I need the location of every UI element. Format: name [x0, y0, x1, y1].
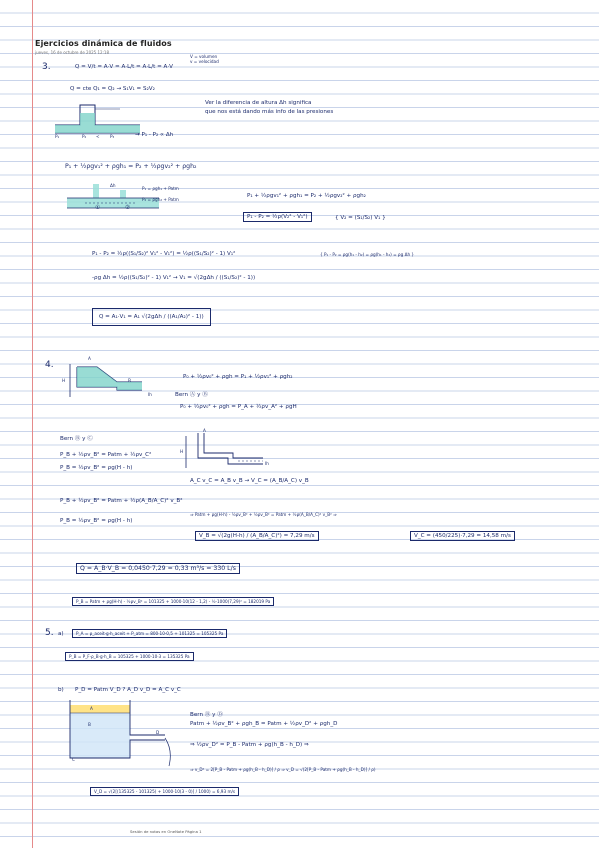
p4-bern-ab-eq: P₀ + ½ρv₀² + ρgh = P_A + ½ρv_A² + ρgH — [180, 404, 297, 410]
p3-sketch-label-lt: < — [96, 134, 100, 139]
p4-vc-result: V_C = (450/225)·7,29 = 14,58 m/s — [410, 531, 515, 541]
legend-volume: V = volumen — [190, 54, 218, 59]
p3-continuity: Q = cte Q₁ = Q₂ → S₁V₁ = S₂V₂ — [70, 86, 155, 92]
p4-bern-ab: Bern Ⓐ y Ⓑ — [175, 392, 208, 398]
p4-solve: ⇒ Patm + ρg(H-h) - ½ρv_B² + ½ρv_B² = Patm + ½ρ(A_B/A_C)² v_B² ⇒ — [190, 512, 337, 517]
p3-sketch-label-p2: P₂ — [82, 134, 87, 139]
p3-pressure-1: P₁ = ρgh₁ + Patm — [142, 186, 179, 191]
page-title: Ejercicios dinámica de fluidos — [35, 39, 172, 48]
p4-tank-sketch — [62, 352, 172, 402]
p4-sketch-h: H — [62, 378, 66, 383]
p3-continuity-relation: { V₂ = (S₁/S₂) V₁ } — [335, 215, 386, 221]
p5-eq1: Patm + ½ρv_B² + ρgh_B = Patm + ½ρv_D² + ρgh_D — [190, 721, 338, 727]
p3-pressure-2: P₂ = ρgh₂ + Patm — [142, 197, 179, 202]
p4-tank-sketch-2 — [178, 428, 288, 473]
p4-flow-result: Q = A_B·V_B = 0,0450·7,29 = 0,33 m³/s = 330 L/s — [76, 563, 240, 574]
p5-part-b-label: b) — [58, 687, 64, 693]
p4-sketch2-h: H — [180, 449, 184, 454]
p3-delta-step: -ρg Δh = ½ρ((S₁/S₂)² - 1) V₁² → V₁ = √(2gΔh / ((S₁/S₂)² - 1)) — [92, 275, 256, 281]
p3-caudal: Q = V/t = A·V = A·L/t = A·L/t = A·V — [75, 64, 173, 70]
p5-sketch-a: A — [90, 706, 93, 711]
p5-sketch-d: D — [156, 730, 160, 735]
p4-eq3: P_B + ½ρv_B² = Patm + ½ρ(A_B/A_C)² v_B² — [60, 498, 183, 504]
problem-3-number: 3. — [42, 62, 51, 72]
page-footer: Sesión de notas en OneNote Página 1 — [130, 829, 202, 834]
p3-sketch-label-p3: P₃ — [110, 134, 115, 139]
p4-sketch-b: B — [128, 378, 131, 383]
p3-sketch-delta: Δh — [110, 183, 116, 188]
p5-part-a-label: a) — [58, 631, 64, 637]
p3-bernoulli: P₁ + ½ρgv₁² + ρgh₁ = P₂ + ½ρgv₂² + ρgh₂ — [65, 163, 197, 170]
p5-final: V_D = √(2[(135325 - 101325) + 1000·10(3 - 0)] / 1000) = 6,93 m/s — [90, 787, 239, 796]
p3-note-1: Ver la diferencia de altura Δh significa — [205, 100, 312, 106]
p4-eq2: P_B = ½ρv_B² = ρg(H - h) — [60, 465, 133, 471]
p5-given: P_D = Patm V_D ? A_D v_D = A_C v_C — [75, 687, 181, 693]
p5-pb-result: P_B = P_F·ρ_B·g·h_B = 105325 + 1000·10·3 = 135325 Pa — [65, 652, 194, 661]
p5-bern: Bern Ⓑ y Ⓓ — [190, 712, 223, 718]
p3-bernoulli-2: P₁ + ½ρgv₁² + ρgh₁ = P₂ + ½ρgv₂² + ρgh₂ — [247, 193, 366, 199]
p5-sketch-b: B — [88, 722, 91, 727]
p3-pressure-diff: { P₁ - P₂ = ρg(h₁ - h₂) = ρg(h₁ - h₂) = ρg Δh } — [320, 252, 415, 257]
page-date: jueves, 16 de octubre de 2025 12:18 — [35, 50, 110, 55]
p4-sketch2-a: A — [203, 428, 206, 433]
p3-boxed-result: P₁ - P₂ = ½ρ(V₂² - V₁²) — [243, 212, 312, 222]
margin-line — [32, 0, 33, 848]
p5-tank-sketch — [65, 700, 180, 770]
problem-5-number: 5. — [45, 628, 54, 638]
p4-sketch-a: A — [88, 356, 91, 361]
p4-sketch-ih: Ih — [148, 392, 152, 397]
p4-bern-bc: Bern Ⓑ y Ⓒ — [60, 436, 93, 442]
p3-final-formula: Q = A₁·V₁ = A₁ √(2gΔh / ((A₁/A₂)² - 1)) — [92, 308, 211, 326]
p4-pb-result: P_B = Patm + ρg(H-h) - ½ρv_B² = 101325 + 1000·10(12 - 1,2) - ½·1000(7,29)² = 182019 Pa — [72, 597, 274, 606]
p3-step: P₁ - P₂ = ½ρ((S₁/S₂)² V₁² - V₁²) = ½ρ((S₁/S₂)² - 1) V₁² — [92, 251, 236, 257]
p3-sketch-result: → P₁ - P₂ ∝ Δh — [135, 132, 174, 138]
p4-sketch2-ih: Ih — [265, 461, 269, 466]
p5-sketch-c: C — [72, 757, 75, 762]
p5-eq3: ⇒ v_D² = 2[P_B - Patm + ρg(h_B - h_D)] / ρ ⇒ v_D = √(2[P_B - Patm + ρg(h_B - h_D)] / ρ) — [190, 767, 376, 772]
p3-sketch-point-1: ① — [95, 205, 101, 211]
p4-bernoulli: P₀ + ½ρv₀² + ρgh = P₁ + ½ρv₁² + ρgh₂ — [183, 374, 293, 380]
problem-4-number: 4. — [45, 360, 54, 370]
p4-eq4: P_B = ½ρv_B² = ρg(H - h) — [60, 518, 133, 524]
p3-sketch-point-2: ② — [125, 205, 131, 211]
legend-velocity: v = velocidad — [190, 59, 219, 64]
p4-continuity: A_C v_C = A_B v_B → V_C = (A_B/A_C) v_B — [190, 478, 309, 484]
p4-eq1: P_B + ½ρv_B² = Patm + ½ρv_C² — [60, 452, 152, 458]
p5-eq2: ⇒ ½ρv_D² = P_B - Patm + ρg(h_B - h_D) ⇒ — [190, 742, 309, 748]
p5-pa-result: P_A = ρ_aceit·g·h_aceit + P_atm = 800·10·0,5 + 101325 = 105325 Pa — [72, 629, 227, 638]
p3-note-2: que nos está dando más info de las presiones — [205, 109, 334, 115]
p4-vb-result: V_B = √(2g(H-h) / (A_B/A_C)²) = 7,29 m/s — [195, 531, 319, 541]
p3-sketch-label-p1: P₁ — [55, 134, 60, 139]
